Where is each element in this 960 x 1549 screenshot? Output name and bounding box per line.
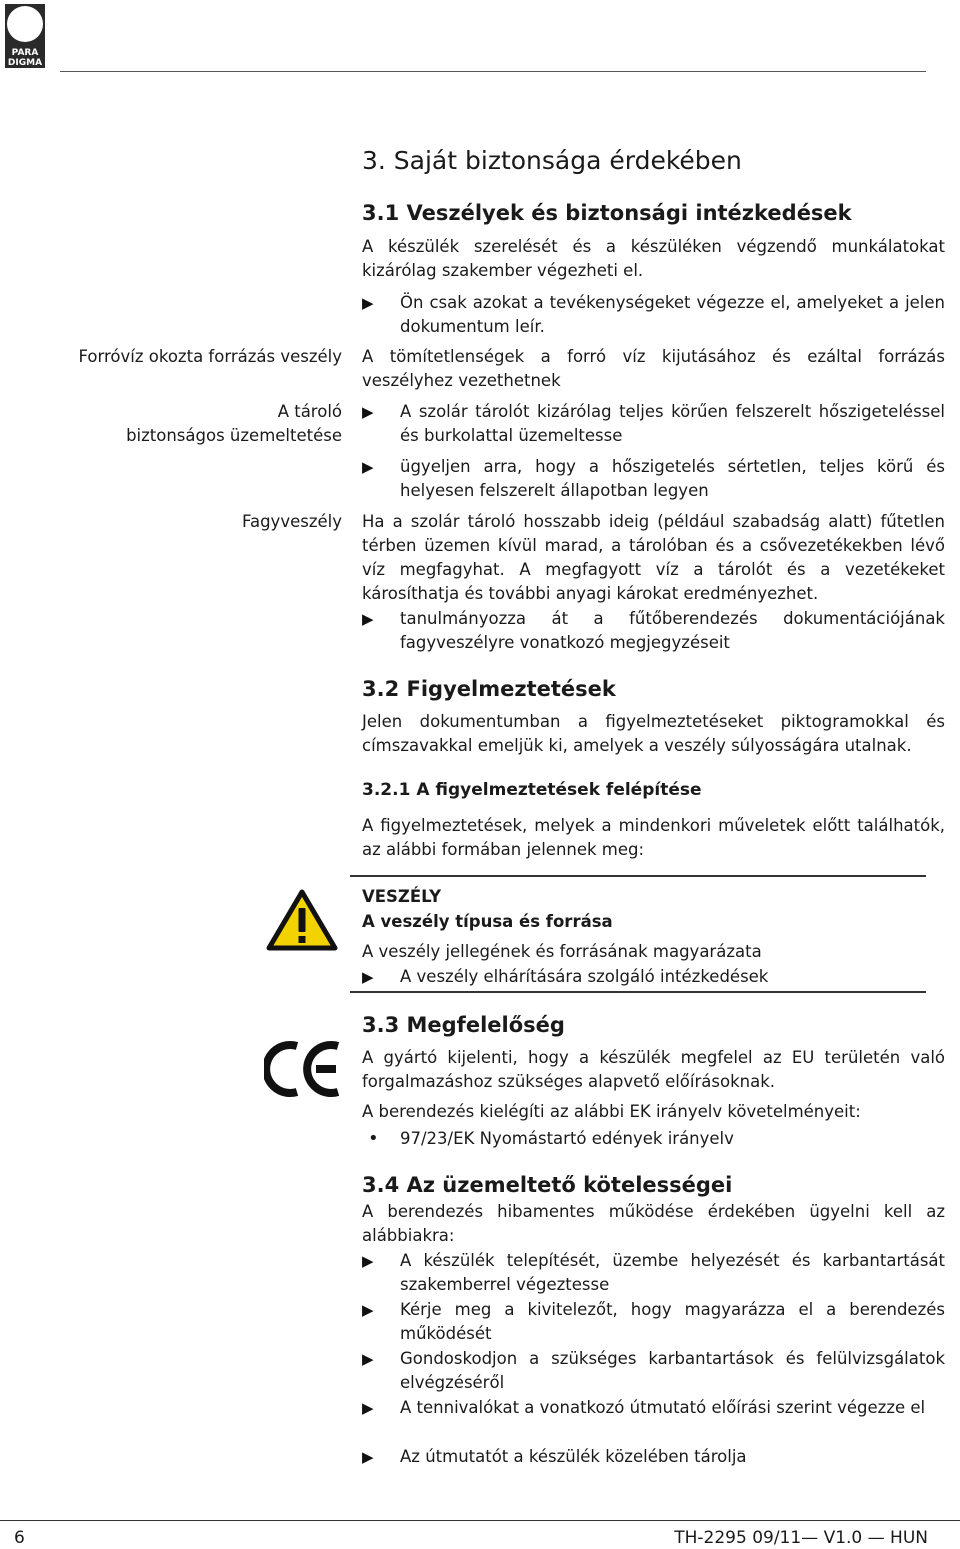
section-31-title: 3.1 Veszélyek és biztonsági intézkedések	[362, 201, 852, 225]
scalding-bullet-2: ▶ ügyeljen arra, hogy a hőszigetelés sértetlen, teljes körű és helyesen felszerelt állapotban legyen	[362, 457, 945, 500]
bullet-dot-icon: •	[368, 1128, 379, 1149]
section-34-text: A berendezés hibamentes működése érdekében ügyelni kell az alábbiakra:	[362, 1202, 945, 1245]
document-id: TH-2295 09/11— V1.0 — HUN	[674, 1528, 928, 1548]
arrow-bullet-icon: ▶	[362, 968, 374, 986]
list-item: ▶ Az útmutatót a készülék közelében tárolja	[400, 1445, 945, 1469]
footer-rule	[0, 1520, 960, 1521]
arrow-bullet-icon: ▶	[362, 403, 374, 421]
warning-measure: ▶ A veszély elhárítására szolgáló intézkedések	[400, 965, 945, 989]
section-32-title: 3.2 Figyelmeztetések	[362, 677, 616, 701]
arrow-bullet-icon: ▶	[362, 1399, 374, 1417]
page-title: 3. Saját biztonsága érdekében	[362, 146, 742, 175]
arrow-bullet-icon: ▶	[362, 1350, 374, 1368]
arrow-bullet-icon: ▶	[362, 610, 374, 628]
list-item: ▶ Kérje meg a kivitelezőt, hogy magyarázza el a berendezés működését	[362, 1300, 945, 1343]
warning-word: VESZÉLY	[362, 887, 442, 906]
header-rule	[60, 71, 926, 72]
frost-text: Ha a szolár tároló hosszabb ideig (például szabadság alatt) fűtetlen térben üzemen kívül marad, a tárolóban és a csővezetékekben lévő víz megfagyhat. A megfagyott víz a tárolót és a vezetékeket károsíthatja és további anyagi károkat eredményezhet.	[362, 512, 945, 603]
page-number: 6	[14, 1528, 25, 1548]
section-33-title: 3.3 Megfelelőség	[362, 1013, 565, 1037]
arrow-bullet-icon: ▶	[362, 458, 374, 476]
arrow-bullet-icon: ▶	[362, 1252, 374, 1270]
section-34-title: 3.4 Az üzemeltető kötelességei	[362, 1173, 733, 1197]
section-33-text-1: A gyártó kijelenti, hogy a készülék megfelel az EU területén való forgalmazáshoz szükséges alapvető előírásoknak.	[362, 1048, 945, 1091]
frost-bullet: ▶ tanulmányozza át a fűtőberendezés dokumentációjának fagyveszélyre vonatkozó megjegyzéseit	[362, 609, 945, 652]
side-label-scalding: Forróvíz okozta forrázás veszély	[78, 347, 342, 366]
section-33-text-2: A berendezés kielégíti az alábbi EK irányelv követelményeit:	[362, 1102, 861, 1121]
warning-type: A veszély típusa és forrása	[362, 912, 613, 931]
section-31-bullet: ▶ Ön csak azokat a tevékenységeket végezze el, amelyeket a jelen dokumentum leír.	[362, 293, 945, 336]
section-31-intro: A készülék szerelését és a készüléken végzendő munkálatokat kizárólag szakember végezheti el.	[362, 237, 945, 280]
side-label-frost: Fagyveszély	[242, 512, 342, 531]
section-321-text: A figyelmeztetések, melyek a mindenkori műveletek előtt találhatók, az alábbi formában jelennek meg:	[362, 816, 945, 859]
warning-explanation: A veszély jellegének és forrásának magyarázata	[362, 942, 762, 961]
scalding-bullet-1: ▶ A szolár tárolót kizárólag teljes körűen felszerelt hőszigeteléssel és burkolattal üzemeltesse	[362, 402, 945, 445]
side-label-tank-2: biztonságos üzemeltetése	[126, 426, 342, 445]
list-item: ▶ A készülék telepítését, üzembe helyezését és karbantartását szakemberrel végeztesse	[362, 1251, 945, 1294]
list-item: ▶ A tennivalókat a vonatkozó útmutató előírási szerint végezze el	[400, 1396, 945, 1420]
paradigma-logo: PARA DIGMA	[5, 4, 45, 68]
arrow-bullet-icon: ▶	[362, 294, 374, 312]
warning-bottom-rule	[350, 991, 926, 993]
warning-triangle-icon	[266, 888, 338, 952]
scalding-text: A tömítetlenségek a forró víz kijutásához és ezáltal forrázás veszélyhez vezethetnek	[362, 347, 945, 390]
ce-mark-icon	[264, 1040, 344, 1098]
section-33-item: • 97/23/EK Nyomástartó edények irányelv	[368, 1128, 734, 1149]
section-32-text: Jelen dokumentumban a figyelmeztetéseket piktogramokkal és címszavakkal emeljük ki, amelyek a veszély súlyosságára utalnak.	[362, 712, 945, 755]
side-label-tank-1: A tároló	[277, 402, 342, 421]
section-321-title: 3.2.1 A figyelmeztetések felépítése	[362, 780, 702, 800]
warning-top-rule	[350, 875, 926, 877]
list-item: ▶ Gondoskodjon a szükséges karbantartások és felülvizsgálatok elvégzéséről	[362, 1349, 945, 1392]
arrow-bullet-icon: ▶	[362, 1301, 374, 1319]
arrow-bullet-icon: ▶	[362, 1448, 374, 1466]
